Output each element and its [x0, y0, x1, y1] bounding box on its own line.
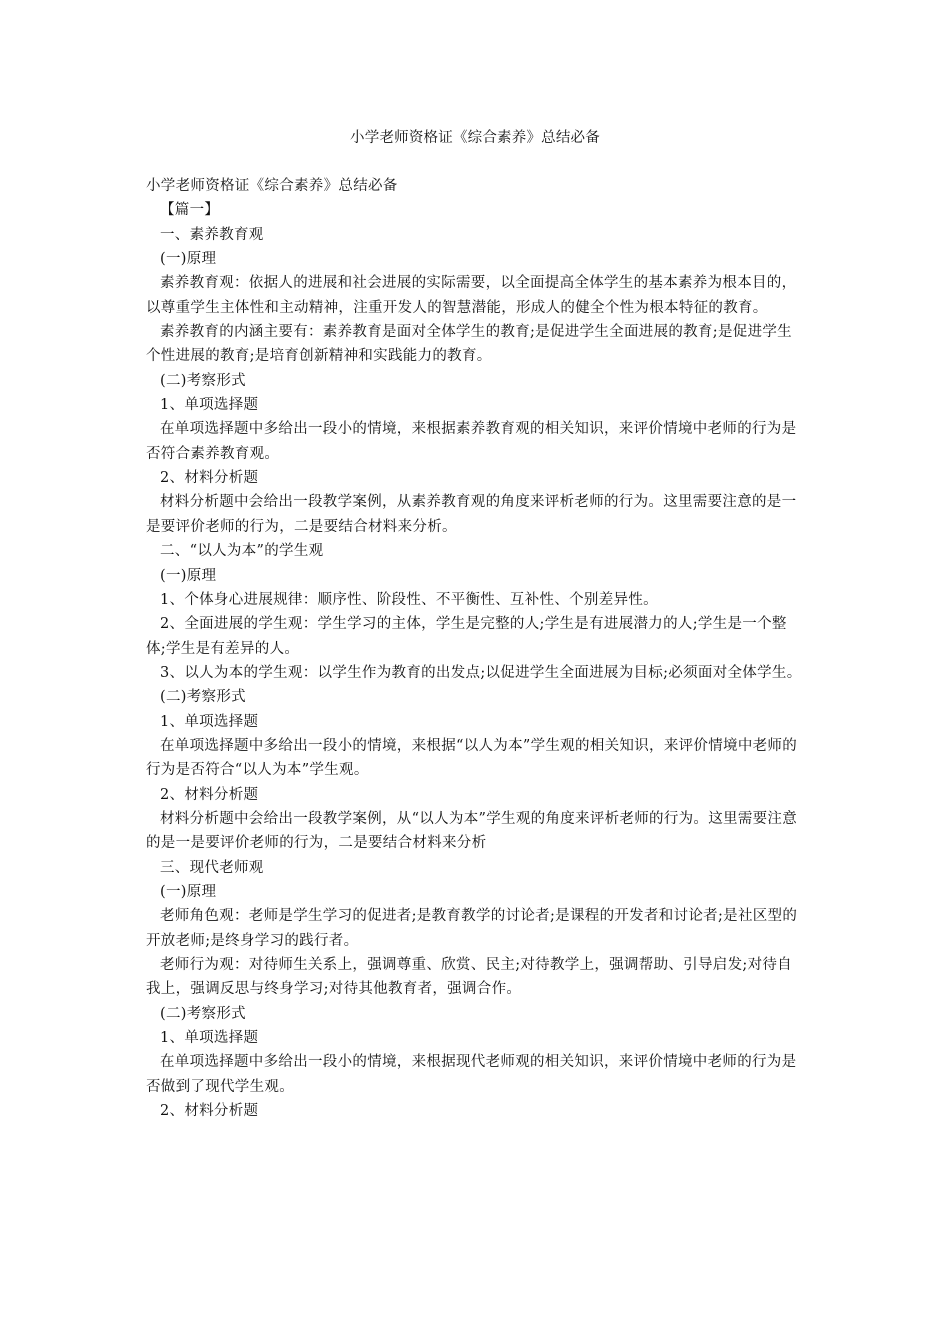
paragraph: (二)考察形式	[160, 689, 246, 706]
paragraph: 材料分析题中会给出一段教学案例，从素养教育观的角度来评析老师的行为。这里需要注意的是一是要评价老师的行为，二是要结合材料来分析。	[146, 494, 797, 535]
paragraph: 2、材料分析题	[160, 470, 259, 487]
paragraph: 1、单项选择题	[160, 397, 259, 414]
paragraph: (一)原理	[160, 567, 217, 584]
paragraph: 1、单项选择题	[160, 1030, 259, 1047]
paragraph: 素养教育观：依据人的进展和社会进展的实际需要，以全面提高全体学生的基本素养为根本目的，以尊重学生主体性和主动精神，注重开发人的智慧潜能，形成人的健全个性为根本特征的教育。	[146, 275, 797, 316]
paragraph: 1、单项选择题	[160, 713, 259, 730]
paragraph: 在单项选择题中多给出一段小的情境，来根据“以人为本”学生观的相关知识，来评价情境中老师的行为是否符合“以人为本”学生观。	[146, 737, 798, 779]
paragraph: 一、素养教育观	[160, 226, 264, 243]
paragraph: 三、现代老师观	[160, 859, 264, 876]
paragraph: 2、材料分析题	[160, 786, 259, 803]
paragraph: (二)考察形式	[160, 1005, 246, 1022]
paragraph: 老师角色观：老师是学生学习的促进者;是教育教学的讨论者;是课程的开发者和讨论者;是社区型的开放老师;是终身学习的践行者。	[146, 908, 798, 949]
document-body	[146, 174, 806, 1123]
paragraph: (二)考察形式	[160, 372, 246, 389]
paragraph: 2、全面进展的学生观：学生学习的主体，学生是完整的人;学生是有进展潜力的人;学生是一个整体;学生是有差异的人。	[146, 616, 787, 657]
paragraph: 材料分析题中会给出一段教学案例，从“以人为本”学生观的角度来评析老师的行为。这里需要注意的是一是要评价老师的行为，二是要结合材料来分析	[146, 810, 798, 852]
paragraph: 3、以人为本的学生观：以学生作为教育的出发点;以促进学生全面进展为目标;必须面对全体学生。	[160, 664, 802, 681]
paragraph: 1、个体身心进展规律：顺序性、阶段性、不平衡性、互补性、个别差异性。	[160, 591, 658, 608]
paragraph: 在单项选择题中多给出一段小的情境，来根据现代老师观的相关知识，来评价情境中老师的行为是否做到了现代学生观。	[146, 1054, 797, 1095]
paragraph: (一)原理	[160, 883, 217, 900]
document-title: 小学老师资格证《综合素养》总结必备	[350, 130, 600, 146]
paragraph: 老师行为观：对待师生关系上，强调尊重、欣赏、民主;对待教学上，强调帮助、引导启发;对待自我上，强调反思与终身学习;对待其他教育者，强调合作。	[146, 957, 792, 998]
paragraph: 在单项选择题中多给出一段小的情境，来根据素养教育观的相关知识，来评价情境中老师的行为是否符合素养教育观。	[146, 421, 797, 462]
paragraph: 素养教育的内涵主要有：素养教育是面对全体学生的教育;是促进学生全面进展的教育;是促进学生个性进展的教育;是培育创新精神和实践能力的教育。	[146, 324, 792, 365]
paragraph: 2、材料分析题	[160, 1103, 259, 1120]
paragraph: (一)原理	[160, 251, 217, 268]
paragraph: 【篇一】	[160, 202, 220, 219]
paragraph: 二、“以人为本”的学生观	[160, 543, 324, 560]
paragraph: 小学老师资格证《综合素养》总结必备	[146, 178, 398, 194]
